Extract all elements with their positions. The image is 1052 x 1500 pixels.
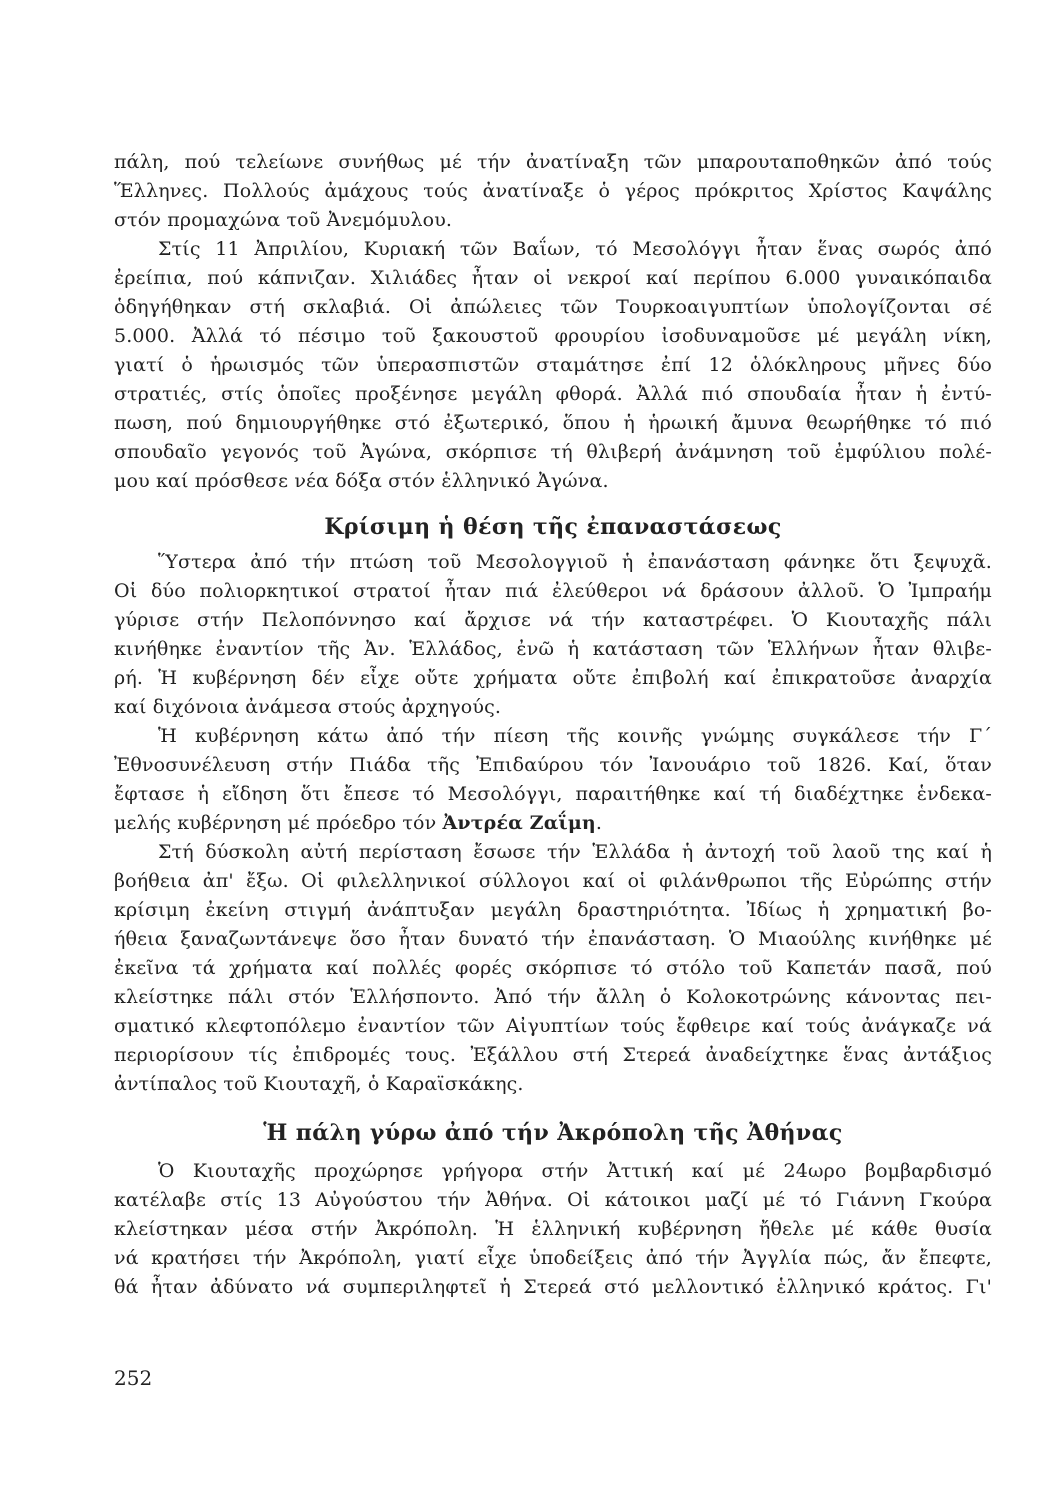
section-heading: Ἡ πάλη γύρω ἀπό τήν Ἀκρόπολη τῆς Ἀθήνας [263,1120,843,1146]
text-line: Οἱ δύο πολιορκητικοί στρατοί ἦταν πιά ἐλεύθεροι νά δράσουν ἀλλοῦ. Ὁ Ἰμπραήμ [114,580,992,602]
text-line: στόν προμαχώνα τοῦ Ἀνεμόμυλου. [114,209,453,231]
paragraph [114,1157,992,1302]
text-line: κλείστηκαν μέσα στήν Ἀκρόπολη. Ἡ ἑλληνική κυβέρνηση ἤθελε μέ κάθε θυσία [114,1218,992,1240]
text-line: καί διχόνοια ἀνάμεσα στούς ἀρχηγούς. [114,696,502,718]
text-line [114,809,992,838]
text-line: κλείστηκε πάλι στόν Ἑλλήσποντο. Ἀπό τήν ἄλλη ὁ Κολοκοτρώνης κάνοντας πει- [114,986,992,1008]
paragraph [114,722,992,838]
text-line: πωση, πού δημιουργήθηκε στό ἐξωτερικό, ὅπου ἡ ἡρωική ἄμυνα θεωρήθηκε τό πιό [114,412,992,434]
text-line: νά κρατήσει τήν Ἀκρόπολη, γιατί εἶχε ὑποδείξεις ἀπό τήν Ἀγγλία πώς, ἄν ἔπεφτε, [114,1247,992,1269]
text-line: βοήθεια ἀπ' ἔξω. Οἱ φιλελληνικοί σύλλογοι καί οἱ φιλάνθρωποι τῆς Εὐρώπης στήν [114,870,992,892]
text-line: Ὕστερα ἀπό τήν πτώση τοῦ Μεσολογγιοῦ ἡ ἐπανάσταση φάνηκε ὅτι ξεψυχᾶ. [158,551,992,573]
paragraph [114,148,992,235]
text-line: ήθεια ξαναζωντάνεψε ὅσο ἦταν δυνατό τήν ἐπανάσταση. Ὁ Μιαούλης κινήθηκε μέ [114,928,992,950]
text-line: σπουδαῖο γεγονός τοῦ Ἀγώνα, σκόρπισε τή θλιβερή ἀνάμνηση τοῦ ἐμφύλιου πολέ- [114,441,992,463]
text-line: Ἐθνοσυνέλευση στήν Πιάδα τῆς Ἐπιδαύρου τόν Ἰανουάριο τοῦ 1826. Καί, ὅταν [114,754,992,776]
paragraph [114,838,992,1099]
text-line: ἔφτασε ἡ εἴδηση ὅτι ἔπεσε τό Μεσολόγγι, παραιτήθηκε καί τή διαδέχτηκε ἑνδεκα- [114,783,992,805]
text-segment: μελής κυβέρνηση μέ πρόεδρο τόν [114,812,443,834]
text-line: θά ἦταν ἀδύνατο νά συμπεριληφτεῖ ἡ Στερεά στό μελλοντικό ἑλληνικό κράτος. Γι' [114,1276,992,1298]
text-line: πάλη, πού τελείωνε συνήθως μέ τήν ἀνατίναξη τῶν μπαρουταποθηκῶν ἀπό τούς [114,151,992,173]
text-line: ἀντίπαλος τοῦ Κιουταχῆ, ὁ Καραϊσκάκης. [114,1073,524,1095]
text-line: μου καί πρόσθεσε νέα δόξα στόν ἑλληνικό Ἀγώνα. [114,470,609,492]
text-line: ὁδηγήθηκαν στή σκλαβιά. Οἱ ἀπώλειες τῶν Τουρκοαιγυπτίων ὑπολογίζονται σέ [114,296,992,318]
text-line: Στίς 11 Ἀπριλίου, Κυριακή τῶν Βαΐων, τό Μεσολόγγι ἦταν ἕνας σωρός ἀπό [158,238,992,260]
text-line: περιορίσουν τίς ἐπιδρομές τους. Ἐξάλλου στή Στερεά ἀναδείχτηκε ἕνας ἀντάξιος [114,1044,992,1066]
text-line: κινήθηκε ἐναντίον τῆς Ἀν. Ἑλλάδος, ἐνῶ ἡ κατάσταση τῶν Ἑλλήνων ἦταν θλιβε- [114,638,992,660]
text-line: σματικό κλεφτοπόλεμο ἐναντίον τῶν Αἰγυπτίων τούς ἔφθειρε καί τούς ἀνάγκαζε νά [114,1015,992,1037]
text-line: Ἕλληνες. Πολλούς ἀμάχους τούς ἀνατίναξε ὁ γέρος πρόκριτος Χρίστος Καψάλης [114,180,992,202]
paragraph [114,548,992,722]
page-number: 252 [114,1366,153,1390]
text-line: κρίσιμη ἐκείνη στιγμή ἀνάπτυξαν μεγάλη δραστηριότητα. Ἰδίως ἡ χρηματική βο- [114,899,992,921]
text-line: Ὁ Κιουταχῆς προχώρησε γρήγορα στήν Ἀττική καί μέ 24ωρο βομβαρδισμό [158,1160,992,1182]
paragraph [114,235,992,496]
text-line: Στή δύσκολη αὐτή περίσταση ἔσωσε τήν Ἑλλάδα ἡ ἀντοχή τοῦ λαοῦ της καί ἡ [158,841,992,863]
text-line: κατέλαβε στίς 13 Αὐγούστου τήν Ἀθήνα. Οἱ κάτοικοι μαζί μέ τό Γιάννη Γκούρα [114,1189,992,1211]
text-line: ρή. Ἡ κυβέρνηση δέν εἶχε οὔτε χρήματα οὔτε ἐπιβολή καί ἐπικρατοῦσε ἀναρχία [114,667,992,689]
text-line: 5.000. Ἀλλά τό πέσιμο τοῦ ξακουστοῦ φρουρίου ἰσοδυναμοῦσε μέ μεγάλη νίκη, [114,325,992,347]
section-heading: Κρίσιμη ἡ θέση τῆς ἐπαναστάσεως [324,514,782,540]
text-segment: . [595,812,603,834]
text-line: στρατιές, στίς ὁποῖες προξένησε μεγάλη φθορά. Ἀλλά πιό σπουδαία ἦταν ἡ ἐντύ- [114,383,992,405]
text-line: ἐκεῖνα τά χρήματα καί πολλές φορές σκόρπισε τό στόλο τοῦ Καπετάν πασᾶ, πού [114,957,992,979]
text-line: ἐρείπια, πού κάπνιζαν. Χιλιάδες ἦταν οἱ νεκροί καί περίπου 6.000 γυναικόπαιδα [114,267,992,289]
page-body [114,148,992,1302]
text-line: Ἡ κυβέρνηση κάτω ἀπό τήν πίεση τῆς κοινῆς γνώμης συγκάλεσε τήν Γ΄ [158,725,992,747]
text-line: γιατί ὁ ἡρωισμός τῶν ὑπερασπιστῶν σταμάτησε ἐπί 12 ὁλόκληρους μῆνες δύο [114,354,992,376]
text-line: γύρισε στήν Πελοπόννησο καί ἄρχισε νά τήν καταστρέφει. Ὁ Κιουταχῆς πάλι [114,609,992,631]
person-name: Ἀντρέα Ζαΐμη [442,812,596,834]
